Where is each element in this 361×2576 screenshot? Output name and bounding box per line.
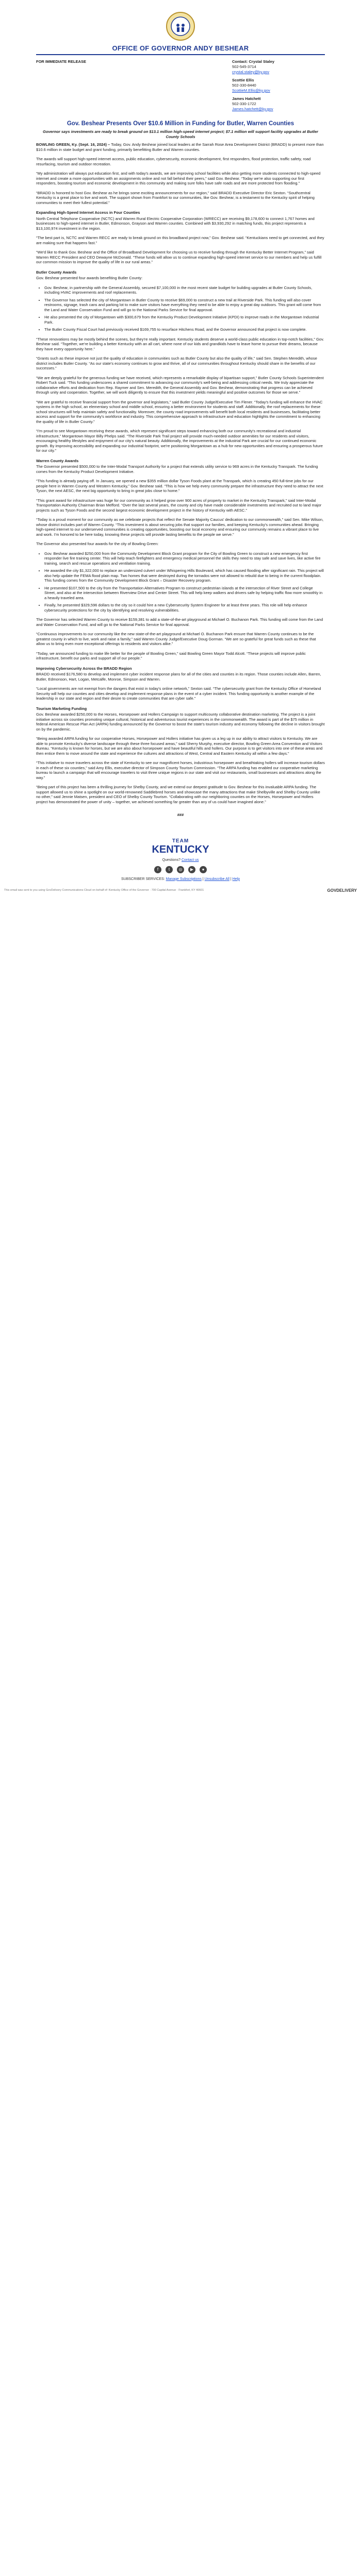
instagram-icon[interactable]: ◎ (177, 866, 184, 873)
contact-name: Contact: Crystal Staley (232, 59, 275, 64)
intro-paragraph: BOWLING GREEN, Ky. (Sept. 16, 2024) – Today, Gov. Andy Beshear joined local leaders at the Sarrah Rose Area Development District (BRADD) to present more than $10.6 million in state budget and grant funding, primarily benefitting Butler and Warren counties. (36, 142, 324, 152)
end-mark: ### (177, 812, 184, 817)
paragraph: “Local governments are not exempt from the dangers that exist in today's online network,” Sexton said. “The cybersecurity grant from the Kentucky Office of Homeland Security will help our counties and cities develop and implement response plans in the event of a cyber incident. This funding opportunity is another example of the leadership in our state and region and their desire to create communities that are cyber safe.” (36, 686, 321, 701)
govdelivery-logo: GOVDELIVERY (327, 888, 357, 893)
paragraph: “We are deeply grateful for the generous funding we have received, which represents a remarkable display of bipartisan support,” Butler County Schools Superintendent Robert Tuck said. “This funding underscores a shared commitment to advancing our community's well-being and addressing critical needs. We truly appreciate the collaborative efforts and dedication from Rep. Raymer and Sen. Meredith, the General Assembly and Gov. Beshear, demonstrating that progress can be achieved through unity and cooperation. Together, we will work diligently to ensure that this investment yields meaningful and positive outcomes for those we serve.” (36, 375, 324, 395)
office-title: OFFICE OF GOVERNOR ANDY BESHEAR (112, 44, 249, 52)
contact-us-link[interactable]: Contact us (181, 858, 199, 862)
contact-email-link[interactable]: ScottieM.Ellis@ky.gov (232, 88, 270, 93)
footer (0, 838, 361, 893)
contact-email-link[interactable]: crystal.staley@ky.gov (232, 70, 270, 74)
manage-subscriptions-link[interactable]: Manage Subscriptions (166, 877, 202, 881)
paragraph: “This grant award for infrastructure was huge for our community as it helped grow over 900 acres of property to market in the Kentucky Transpark,” said Inter-Modal Transportation Authority Chairman Brian Mefford. “Over the last several years, the county and city have made considerable investments and recruited out to land major projects such as Tyson Foods and the second largest economic development project in the history of Kentucky with AESC.” (36, 498, 322, 513)
paragraph: BRADD received $176,580 to develop and implement cyber incident response plans for all of the cities and counties in its region. Those counties include Allen, Barren, Butler, Edmonson, Hart, Logan, Metcalfe, Monroe, Simpson and Warren. (36, 672, 321, 682)
butler-awards-list (36, 285, 325, 332)
bowling-green-awards-list (36, 551, 325, 613)
paragraph: “This initiative to move travelers across the state of Kentucky to see our magnificent horses, industrious horsepower and breathtaking hollers will increase tourism dollars in each of these six counties,” said Amy Ellis, executive director of Simpson County Tourism Commission. “The ARPA funding has enabled our cooperative marketing bureau to launch a campaign that will encourage travelers to visit three unique regions in our state and visit our restaurants, small businesses and attractions along the way.” (36, 760, 325, 780)
release-body (36, 120, 325, 818)
paragraph: “Being awarded ARPA funding for our cooperative Horses, Horsepower and Hollers initiative has given us a leg up in our ability to attract visitors to Kentucky. We are able to promote Kentucky's diverse landscape through these three focused areas,” said Sherry Murphy, executive director, Bowling Green Area Convention and Visitors Bureau. “Kentucky is known for horses, but we are also about horsepower and have beautiful hills and hollers. Our purpose is to get visitors into one of these areas and then entice them to move around the state and experience the cultures and attractions of West, Central and Eastern Kentucky all within a few days.” (36, 736, 323, 756)
list-item: • He presented $107,500 to the city from the Transportation Alternatives Program to construct pedestrian islands at the intersection of River Street and College Street, and also at the intersection between Riverview Drive and Center Street. This will help keep walkers and drivers safe by helping traffic flow more smoothly in a heavily traveled area. (44, 586, 325, 601)
bottom-bar (4, 888, 357, 893)
contact-email-link[interactable]: James.hatchett@ky.gov (232, 107, 273, 111)
paragraph: “My administration will always put education first, and with today's awards, we are improving school facilities while also getting more students connected to high-speed internet and create a more opportunities with an assignments online and not fall behind their peers,” said Gov. Beshear. “Today we're also supporting our first responders, boosting tourism and economic development in this community and making sure folks have safe roads and are more protected from flooding.” (36, 171, 321, 185)
section-heading-warren: Warren County Awards (36, 458, 79, 463)
paragraph: “Being part of this project has been a thrilling journey for Shelby County, and we extend our deepest gratitude to Gov. Beshear for this invaluable ARPA funding. The support allowed us to shine a spotlight on our world-renowned Saddlebred horses and showcase the many attractions that make Shelbyville and Shelby County unlike no other,” said Jennie Matsen, president and CEO of Shelby County Tourism. “Collaborating with our neighboring counties on the Horses, Horsepower and Hollers project has demonstrated the power of unity – together, we achieved something far greater than any of us could have imagined alone.” (36, 785, 320, 804)
facebook-icon[interactable]: f (154, 866, 161, 873)
paragraph: “These renovations may be mostly behind the scenes, but they're really important. Kentucky students deserve a world-class public education in top-notch facilities,” Gov. Beshear said. “Together, we're building a better Kentucky with an all cart, where none of our kids and grandkids have to leave home to pursue their dreams, because they have every opportunity here.” (36, 336, 324, 351)
paragraph: Gov. Beshear awarded $250,000 to the Horses, Horsepower and Hollers Campaign to support multicounty collaborative destination marketing. The project is a joint initiative across six counties promoting unique cultural, historical and adventurous tourist experiences in the commonwealth. The award is part of the $75 million in federal American Rescue Plan Act (ARPA) funding announced by the Governor to boost the state's tourism industry and economy following the decline in visitors brought on by the pandemic. (36, 712, 325, 732)
flickr-icon[interactable]: ● (200, 866, 207, 873)
header (0, 0, 361, 52)
release-info (36, 59, 325, 115)
contact-name: Scottie Ellis (232, 78, 254, 82)
team-kentucky-logo (150, 838, 211, 855)
youtube-icon[interactable]: ▶ (188, 866, 195, 873)
paragraph: North Central Telephone Cooperative (NCTC) and Warren Rural Electric Cooperative Corporation (WRECC) are receiving $9,178,600 to connect 1,767 homes and businesses to high-speed internet in Butler, Edmonson, Grayson and Warren counties. Combined with $3,930,292 in matching funds, this project represents a $13,100,974 investment in the region. (36, 216, 315, 231)
dateline: BOWLING GREEN, Ky. (Sept. 16, 2024) – (36, 142, 110, 147)
paragraph: The Governor has selected Warren County to receive $159,381 to add a state-of-the-art playground at Michael O. Buchanon Park. This funding will come from the Land and Water Conservation Fund, and will go to the National Parks Service for final approval. (36, 617, 323, 627)
release-subtitle: Governor says investments are ready to break ground on $13.1 million high-speed internet project; $7.1 million will support facility upgrades at Butler County Schools (43, 129, 318, 139)
paragraph: “Grants such as these improve not just the quality of education in communities such as Butler County but also the quality of life,” said Sen. Stephen Meredith, whose district includes Butler County. “As our state's economy continues to grow and thrive, all of our communities throughout Kentucky should share in the benefits of our successes.” (36, 356, 317, 370)
press-release-page (0, 0, 361, 893)
team-logo-small: TEAM (172, 838, 189, 844)
questions-label: Questions? (162, 858, 180, 862)
unsubscribe-all-link[interactable]: Unsubscribe All (204, 877, 229, 881)
paragraph: The Governor presented $500,000 to the Inter-Modal Transport Authority for a project that extends utility service to 969 acres in the Kentucky Transpark. The funding comes from the Kentucky Product Development Initiative. (36, 464, 318, 474)
paragraph: “This funding is already paying off. In January, we opened a new $355 million dollar Tyson Foods plant at the Transpark, which is creating 450 full-time jobs for our people here in Warren County and Western Kentucky,” Gov. Beshear said. “This is how we help every community prepare the infrastructure they need to attract the next Tyson, the next AESC, the next big opportunity to bring in great jobs close to home.” (36, 479, 323, 493)
section-heading-internet: Expanding High-Speed Internet Access in Four Counties (36, 210, 140, 215)
paragraph: “We are grateful to receive financial support from the governor and legislators,” said Butler County Judge/Executive Tim Flener. “Today's funding will enhance the HVAC systems in the high school, an elementary school and middle school, ensuring a better environment for students and staff. Additionally, the roof replacements for these school structures will help maintain safety and functionality. Moreover, the county road improvements will benefit both local residents and businesses, facilitating better access and support for the community's workforce and industry. This comprehensive approach to infrastructure and education highlights the commitment to enhancing the quality of life in Butler County.” (36, 399, 323, 424)
section-heading-butler: Butler County Awards (36, 269, 77, 275)
twitter-icon[interactable]: t (166, 866, 173, 873)
list-item: • He also presented the city of Morgantown with $300,679 from the Kentucky Product Development Initiative (KPDI) to improve roads in the Morgantown Industrial Park. (44, 315, 325, 325)
contact-2 (232, 78, 325, 93)
list-item: • The Governor has selected the city of Morgantown in Butler County to receive $69,000 to construct a new trail at Riverside Park. This funding will also cover restrooms, signage, trash cans and parking lot to make sure visitors have everything they need to be able to enjoy a great day outdoors. This grant will come from the Land and Water Conservation Fund and will go to the National Parks Service for final approval. (44, 298, 325, 313)
subscriber-links: SUBSCRIBER SERVICES: Manage Subscriptions | Unsubscribe All | Help (121, 877, 240, 881)
contact-phone: 502-545-3714 (232, 64, 256, 69)
team-logo-big: KENTUCKY (152, 843, 209, 855)
list-item: • The Butler County Fiscal Court had previously received $169,755 to resurface Hitchens Road, and the Governor announced that project is now complete. (44, 327, 325, 332)
contact-1 (232, 59, 325, 75)
paragraph: The Governor also presented four awards for the city of Bowling Green: (36, 541, 159, 546)
paragraph: “I'm proud to see Morgantown receiving these awards, which represent significant steps toward enhancing both our community's recreational and industrial infrastructure,” Morgantown Mayor Billy Phelps said. “The Riverside Park Trail project will provide much-needed outdoor amenities for our residents and visitors, encouraging healthy lifestyles and enjoyment of our city's natural beauty. Additionally, the improvements at the industrial Park are crucial for our continued economic growth. By improving accessibility and expanding our industrial footprint, we're positioning Morgantown as a hub for new opportunities and ensuring a prosperous future for our city.” (36, 429, 323, 453)
disclaimer: This email was sent to you using GovDelivery Communications Cloud on behalf of: Kentucky Office of the Governor · 700 Capital Avenue · Frankfort, KY 40601 (4, 889, 204, 892)
list-item: • Finally, he presented $329,596 dollars to the city so it could hire a new Cybersecurity System Engineer for at least three years. This role will help enhance cybersecurity protections for the city by identifying and resolving vulnerabilities. (44, 603, 325, 613)
contact-phone: 502-330-1722 (232, 101, 256, 106)
release-title: Gov. Beshear Presents Over $10.6 Million in Funding for Butler, Warren Counties (67, 121, 294, 127)
list-item: • Gov. Beshear, in partnership with the General Assembly, secured $7,100,000 in the most recent state budget for building upgrades at Butler County Schools, including HVAC improvements and roof replacements. (44, 285, 325, 295)
paragraph: “We'd like to thank Gov. Beshear and the Office of Broadband Development for choosing us to receive funding through the Kentucky Better Internet Program,” said Warren RECC President and CEO Dewayne McDonald. “These funds will allow us to continue expanding high-speed internet service to our members and help us fulfill our common mission to improve the quality of life in our rural areas.” (36, 250, 322, 264)
paragraph: “The best part is, NCTC and Warren RECC are ready to break ground on this broadband project now,” Gov. Beshear said. “Kentuckians need to get connected, and they are making sure that happens fast.” (36, 235, 324, 245)
questions-line (0, 858, 361, 862)
section-heading-cybersecurity: Improving Cybersecurity Across the BRADD Region (36, 666, 132, 671)
kentucky-seal-icon (166, 11, 195, 41)
contacts-block (232, 59, 325, 115)
list-item: • Gov. Beshear awarded $250,000 from the Community Development Block Grant program for the City of Bowling Green to construct a new emergency first responder live fire training center. This will help teach firefighters and emergency medical personnel the skills they need to stay safe and save lives, like active fire training, search and rescue operations and ventilation training. (44, 551, 325, 566)
paragraph: “Today, we announced funding to make life better for the people of Bowling Green,” said Bowling Green Mayor Todd Alcott. “These projects will improve public infrastructure, benefit our parks and support all of our people.” (36, 651, 306, 660)
subscriber-services-label: SUBSCRIBER SERVICES: (121, 877, 165, 881)
paragraph: Gov. Beshear presented four awards benefiting Butler County: (36, 276, 143, 280)
paragraph: “BRADD is honored to host Gov. Beshear as he brings some exciting announcements for our region,” said BRADD Executive Director Eric Sexton. “Southcentral Kentucky is a great place to live and work. The support shown from Frankfort to our communities, like Gov. Beshear, is a testament to the Kentucky spirit of helping communities to meet their fullest potential.” (36, 190, 315, 205)
contact-name: James Hatchett (232, 96, 261, 101)
paragraph: “Continuous improvements to our community like the new state-of-the-art playground at Michael O. Buchanon Park ensure that Warren County continues to be the greatest county in which to live, work and raise a family,” said Warren County Judge/Executive Doug Gorman. “We are so grateful for great funds such as these that allow us to bring even more exceptional offerings to residents and visitors alike.” (36, 632, 316, 646)
contact-phone: 502-330-8440 (232, 83, 256, 88)
section-heading-tourism: Tourism Marketing Funding (36, 706, 87, 711)
header-divider (36, 54, 325, 55)
list-item: • He awarded the city $1,322,000 to replace an undersized culvert under Whispering Hills Boulevard, which has caused flooding after significant rain. This project will also help update the FEMA flood plain map. Two homes that were destroyed during the tornados were not allowed to rebuild due to being in the current floodplain. This funding comes from the Community Development Block Grant – Disaster Recovery program. (44, 568, 325, 583)
paragraph: “Today is a proud moment for our community as we celebrate projects that reflect the Senate Majority Caucus' dedication to our commonwealth,” said Sen. Mike Wilson, whose district includes part of Warren County. “This investment is about securing jobs that support our families, and keeping Kentucky's communities ahead. Bringing high-speed internet to our underserved communities is creating opportunities, boosting our local economy and ensuring our community remains a vibrant place to live and work. I'm honored to be here today, knowing these projects will provide lasting benefits to the people we serve.” (36, 517, 324, 537)
paragraph: The awards will support high-speed internet access, public education, cybersecurity, economic development, first responders, flood protection, traffic safety, road resurfacing, tourism and outdoor recreation. (36, 157, 311, 166)
release-label: FOR IMMEDIATE RELEASE (36, 59, 86, 64)
contact-3 (232, 96, 325, 112)
help-link[interactable]: Help (232, 877, 240, 881)
social-icons (0, 866, 361, 873)
